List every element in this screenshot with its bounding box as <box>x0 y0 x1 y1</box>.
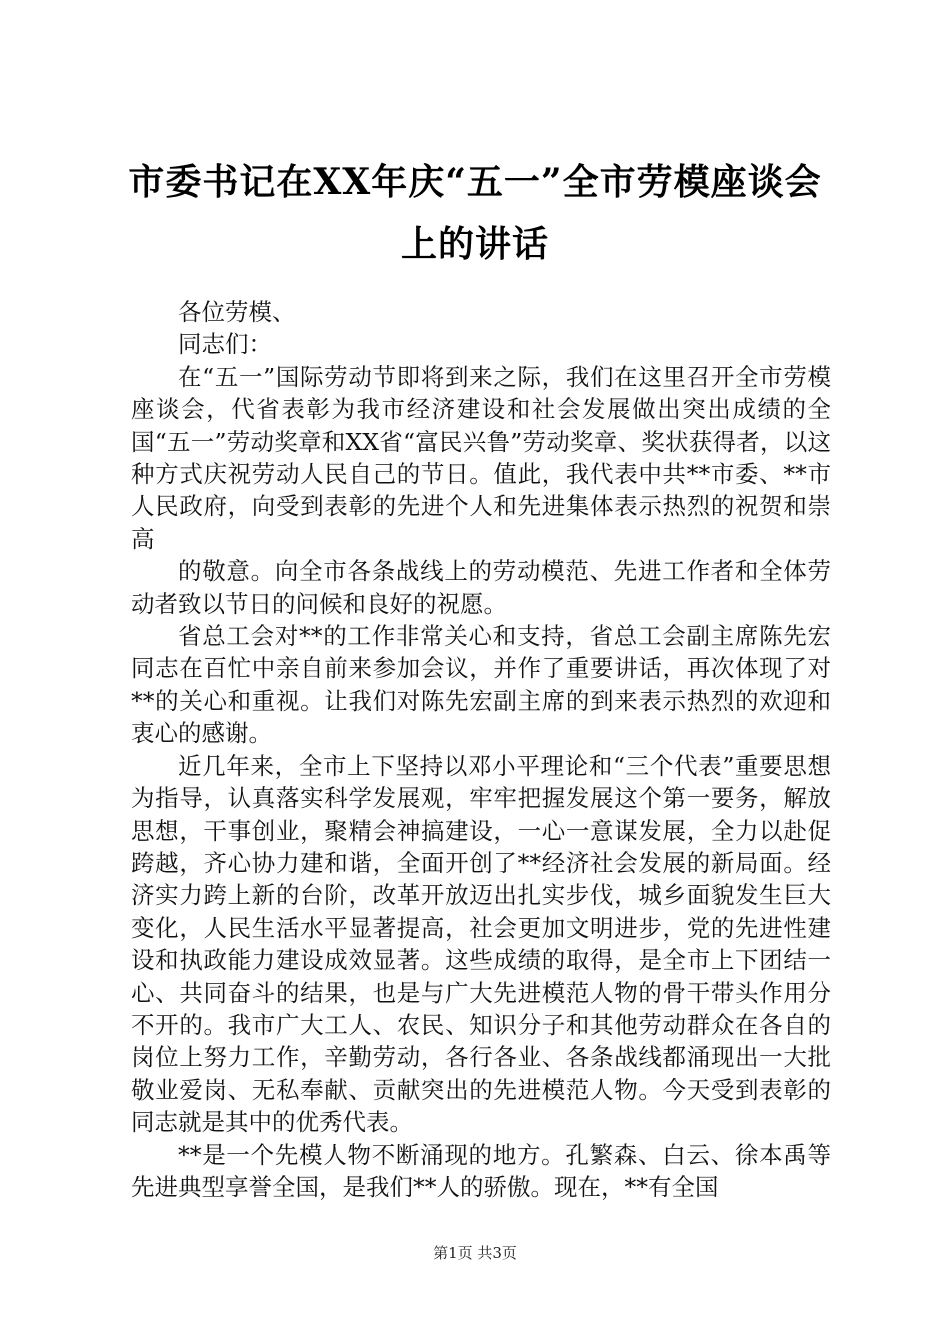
salutation-line-1: 各位劳模、 <box>178 298 296 326</box>
paragraph-1: 在“五一”国际劳动节即将到来之际，我们在这里召开全市劳模座谈会，代省表彰为我市经济建设和社会发展做出突出成绩的全国“五一”劳动奖章和XX省“富民兴鲁”劳动奖章、奖状获得者，以这种方式庆祝劳动人民自己的节日。值此，我代表中共**市委、**市人民政府，向受到表彰的先进个人和先进集体表示热烈的祝贺和崇高 <box>131 362 831 553</box>
page-number-footer: 第1页 共3页 <box>433 1244 517 1262</box>
paragraph-5: **是一个先模人物不断涌现的地方。孔繁森、白云、徐本禹等先进典型享誉全国，是我们**人的骄傲。现在，**有全国 <box>131 1140 831 1201</box>
document-title-line-1: 市委书记在XX年庆“五一”全市劳模座谈会 <box>128 161 822 203</box>
document-body <box>131 296 831 1203</box>
document-title-line-2: 上的讲话 <box>400 223 549 265</box>
salutation-line-2: 同志们： <box>178 330 272 359</box>
paragraph-4: 近几年来，全市上下坚持以邓小平理论和“三个代表”重要思想为指导，认真落实科学发展观，牢牢把握发展这个第一要务，解放思想，干事创业，聚精会神搞建设，一心一意谋发展，全力以赴促跨越，齐心协力建和谐，全面开创了**经济社会发展的新局面。经济实力跨上新的台阶，改革开放迈出扎实步伐，城乡面貌发生巨大变化，人民生活水平显著提高，社会更加文明进步，党的先进性建设和执政能力建设成效显著。这些成绩的取得，是全市上下团结一心、共同奋斗的结果，也是与广大先进模范人物的骨干带头作用分不开的。我市广大工人、农民、知识分子和其他劳动群众在各自的岗位上努力工作，辛勤劳动，各行各业、各条战线都涌现出一大批敬业爱岗、无私奉献、贡献突出的先进模范人物。今天受到表彰的同志就是其中的优秀代表。 <box>131 751 831 1137</box>
paragraph-2: 的敬意。向全市各条战线上的劳动模范、先进工作者和全体劳动者致以节日的问候和良好的祝愿。 <box>131 557 831 618</box>
paragraph-3: 省总工会对**的工作非常关心和支持，省总工会副主席陈先宏同志在百忙中亲自前来参加会议，并作了重要讲话，再次体现了对**的关心和重视。让我们对陈先宏副主席的到来表示热烈的欢迎和衷心的感谢。 <box>131 622 831 748</box>
